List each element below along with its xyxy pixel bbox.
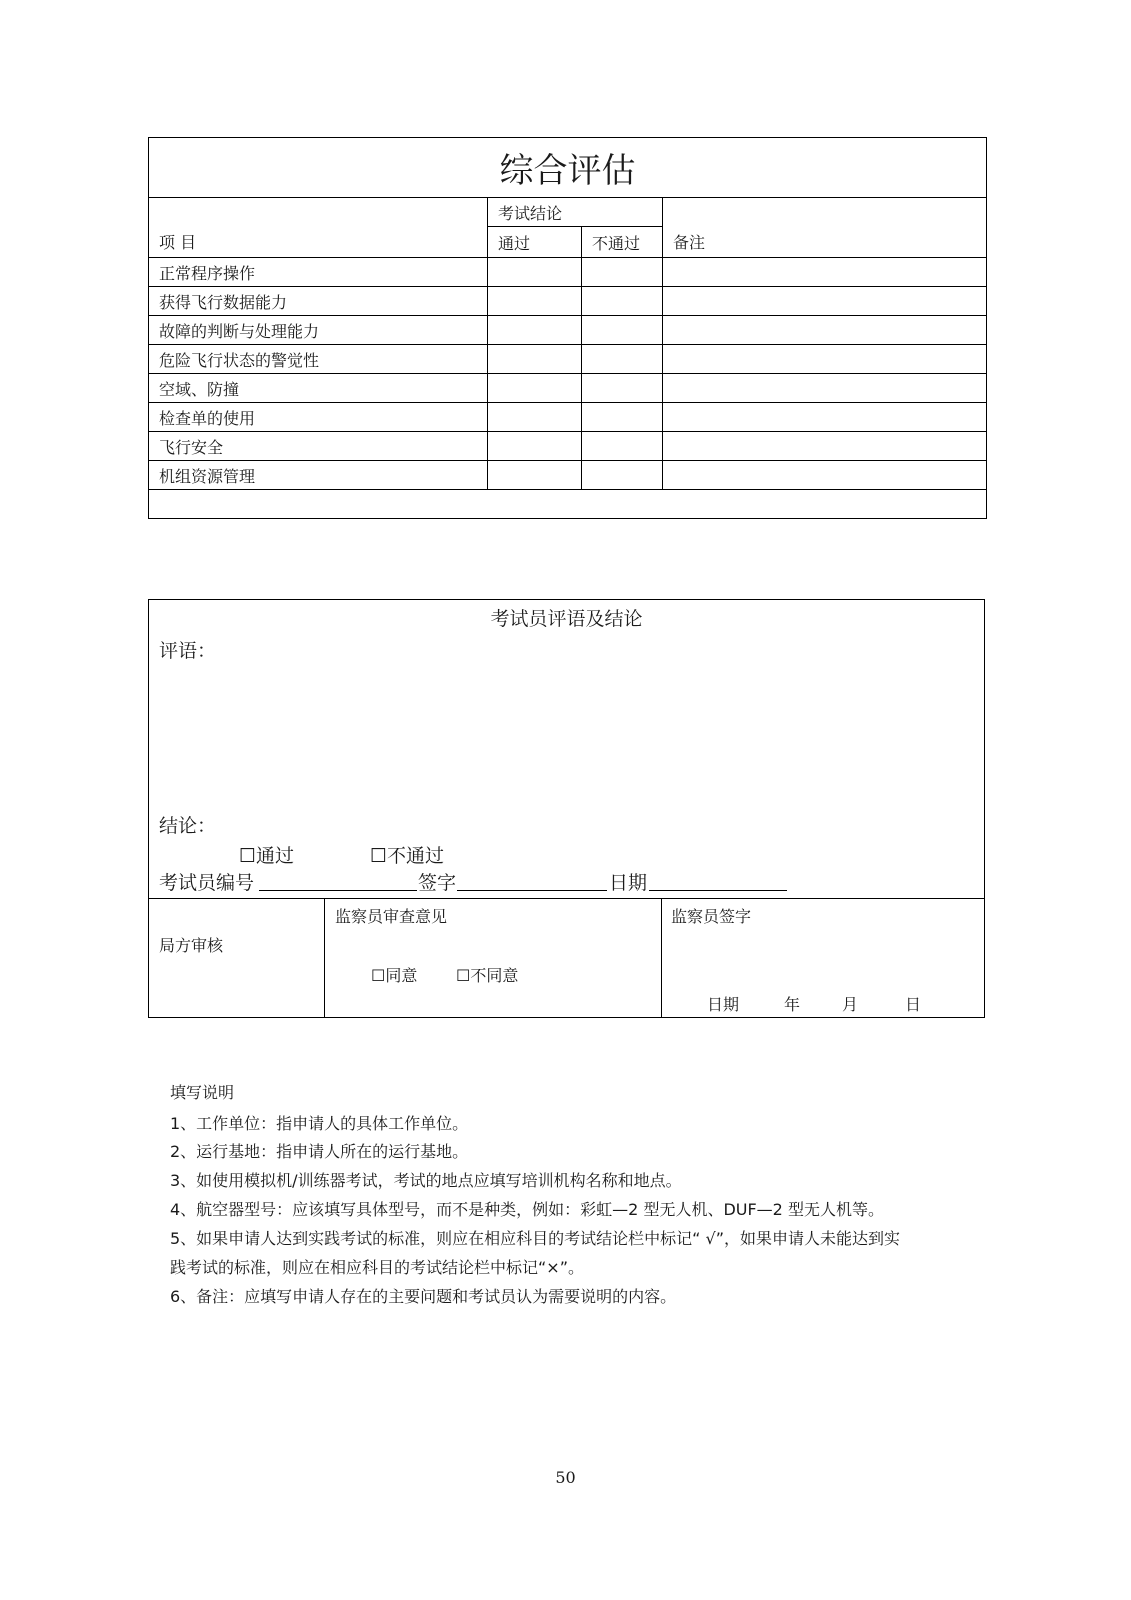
item-label: 检查单的使用 [149, 403, 488, 432]
pass-cell[interactable] [488, 432, 582, 461]
instructions-heading: 填写说明 [170, 1083, 235, 1102]
page-number: 50 [555, 1468, 576, 1487]
fail-cell[interactable] [582, 287, 663, 316]
pass-cell[interactable] [488, 287, 582, 316]
remark-cell[interactable] [663, 461, 987, 490]
pass-cell[interactable] [488, 403, 582, 432]
fail-cell[interactable] [582, 258, 663, 287]
item-label: 正常程序操作 [149, 258, 488, 287]
fail-header: 不通过 [582, 227, 663, 258]
instruction-line: 5、如果申请人达到实践考试的标准，则应在相应科目的考试结论栏中标记“ √”，如果申请人未能达到实 [170, 1229, 901, 1248]
pass-cell[interactable] [488, 258, 582, 287]
blank-row[interactable] [149, 490, 987, 519]
agree-checkbox[interactable]: ☐同意 [371, 966, 418, 985]
fail-cell[interactable] [582, 403, 663, 432]
date-label: 日期 [609, 872, 648, 894]
disagree-checkbox[interactable]: ☐不同意 [456, 966, 519, 985]
examiner-no-label: 考试员编号 [159, 872, 255, 894]
item-label: 机组资源管理 [149, 461, 488, 490]
remark-cell[interactable] [663, 258, 987, 287]
year-label: 年 [784, 995, 801, 1014]
pass-checkbox[interactable]: ☐通过 [239, 845, 295, 867]
item-label: 飞行安全 [149, 432, 488, 461]
day-label: 日 [905, 995, 922, 1014]
pass-cell[interactable] [488, 461, 582, 490]
pass-header: 通过 [488, 227, 582, 258]
fail-cell[interactable] [582, 374, 663, 403]
fail-cell[interactable] [582, 345, 663, 374]
remark-cell[interactable] [663, 432, 987, 461]
signature-field[interactable] [457, 890, 607, 891]
instruction-line: 践考试的标准，则应在相应科目的考试结论栏中标记“×”。 [170, 1258, 584, 1277]
item-label: 空域、防撞 [149, 374, 488, 403]
opinion-label: 监察员审查意见 [335, 907, 448, 926]
conclusion-label: 结论： [159, 815, 217, 837]
remark-cell[interactable] [663, 345, 987, 374]
comments-label: 评语： [159, 640, 217, 662]
inspector-date-label: 日期 [707, 995, 740, 1014]
pass-cell[interactable] [488, 345, 582, 374]
fail-cell[interactable] [582, 461, 663, 490]
pass-cell[interactable] [488, 316, 582, 345]
evaluation-table [148, 137, 987, 519]
item-label: 获得飞行数据能力 [149, 287, 488, 316]
remark-cell[interactable] [663, 287, 987, 316]
column-divider [661, 898, 662, 1017]
remark-cell[interactable] [663, 403, 987, 432]
evaluation-title: 综合评估 [149, 138, 987, 198]
examiner-section [148, 599, 985, 1018]
column-divider [324, 898, 325, 1017]
remark-cell[interactable] [663, 374, 987, 403]
bureau-label: 局方审核 [159, 936, 224, 955]
instruction-line: 2、运行基地：指申请人所在的运行基地。 [170, 1142, 469, 1161]
instruction-line: 6、备注：应填写申请人存在的主要问题和考试员认为需要说明的内容。 [170, 1287, 677, 1306]
inspector-signature-label: 监察员签字 [671, 907, 752, 926]
items-header: 项 目 [149, 198, 488, 258]
remarks-header: 备注 [663, 198, 987, 258]
fail-cell[interactable] [582, 432, 663, 461]
section-divider [149, 898, 984, 899]
month-label: 月 [842, 995, 859, 1014]
instruction-line: 3、如使用模拟机/训练器考试，考试的地点应填写培训机构名称和地点。 [170, 1171, 682, 1190]
examiner-title: 考试员评语及结论 [490, 608, 643, 630]
instruction-line: 4、航空器型号：应该填写具体型号，而不是种类，例如：彩虹—2 型无人机、DUF—2 型无人机等。 [170, 1200, 884, 1219]
result-header: 考试结论 [488, 198, 663, 227]
fail-cell[interactable] [582, 316, 663, 345]
date-field[interactable] [649, 890, 787, 891]
instruction-line: 1、工作单位：指申请人的具体工作单位。 [170, 1114, 469, 1133]
item-label: 故障的判断与处理能力 [149, 316, 488, 345]
pass-cell[interactable] [488, 374, 582, 403]
examiner-no-field[interactable] [259, 890, 417, 891]
remark-cell[interactable] [663, 316, 987, 345]
item-label: 危险飞行状态的警觉性 [149, 345, 488, 374]
fail-checkbox[interactable]: ☐不通过 [370, 845, 445, 867]
signature-label: 签字 [418, 872, 457, 894]
